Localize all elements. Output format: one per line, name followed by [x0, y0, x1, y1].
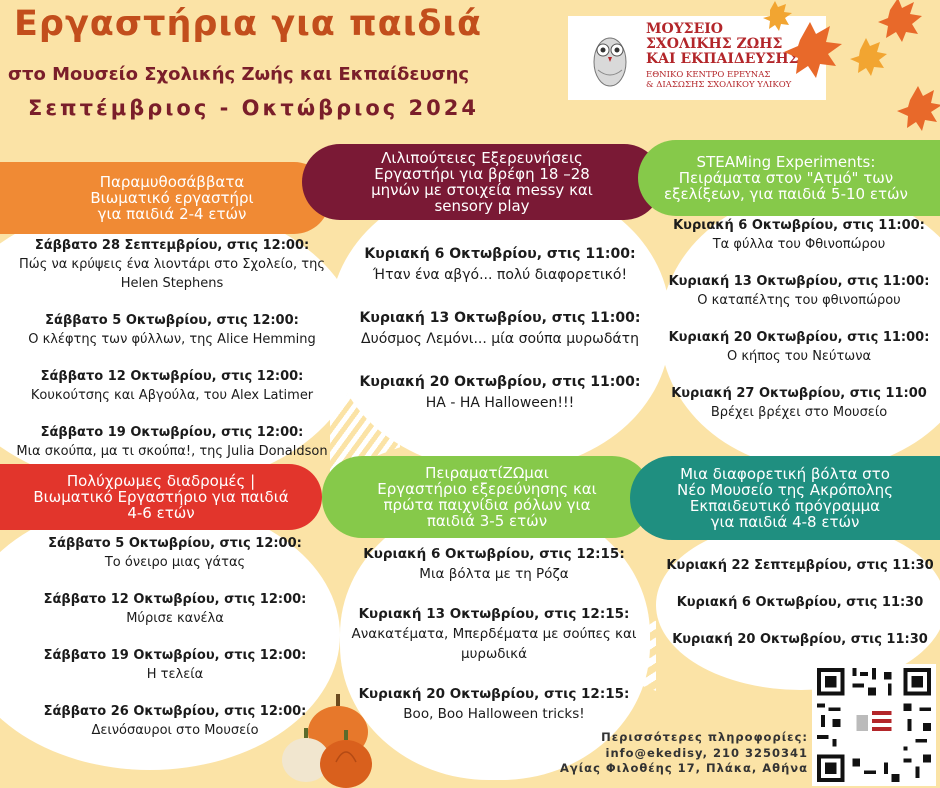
event-item: Κυριακή 13 Οκτωβρίου, στις 12:15: Ανακατέματα, Μπερδέματα με σούπες και μυρωδικά [351, 606, 637, 662]
events-list-s1 [12, 236, 332, 479]
banner-steaming-experiments: STEAMing Experiments: Πειράματα στον "Ατμό" των εξελίξεων, για παιδιά 5-10 ετών [638, 140, 940, 216]
event-item: Κυριακή 20 Οκτωβρίου, στις 11:30 [672, 632, 928, 647]
event-item: Σάββατο 12 Οκτωβρίου, στις 12:00: Κουκούτσης και Αβγούλα, του Alex Latimer [30, 369, 314, 403]
pumpkins-icon [278, 672, 382, 788]
events-list-s2 [340, 244, 660, 432]
event-item: Κυριακή 6 Οκτωβρίου, στις 11:00: Τα φύλλα του Φθινοπώρου [673, 218, 925, 252]
event-item: Κυριακή 27 Οκτωβρίου, στις 11:00 Βρέχει βρέχει στο Μουσείο [671, 386, 927, 420]
owl-icon [588, 26, 632, 90]
event-item: Κυριακή 22 Σεπτεμβρίου, στις 11:30 [666, 558, 934, 573]
events-list-s6 [666, 556, 934, 667]
banner-acropolis-museum-walk: Μια διαφορετική βόλτα στο Νέο Μουσείο της Ακρόπολης Εκπαιδευτικό πρόγραμμα για παιδιά 4-8 ετών [630, 456, 940, 540]
page-dates: Σεπτέμβριος - Οκτώβριος 2024 [28, 96, 479, 120]
event-item: Κυριακή 6 Οκτωβρίου, στις 11:30 [676, 595, 924, 610]
event-item: Κυριακή 6 Οκτωβρίου, στις 12:15: Μια βόλτα με τη Ρόζα [363, 546, 625, 582]
page-title: Εργαστήρια για παιδιά [14, 4, 483, 44]
event-item: Σάββατο 5 Οκτωβρίου, στις 12:00: Ο κλέφτης των φύλλων, της Alice Hemming [28, 313, 316, 347]
banner-lilliputian-explorations: Λιλιπούτειες Εξερευνήσεις Εργαστήρι για βρέφη 18 –28 μηνών με στοιχεία messy και sensory play [302, 144, 662, 220]
qr-code[interactable] [812, 664, 936, 786]
event-item: Σάββατο 26 Οκτωβρίου, στις 12:00: Δεινόσαυροι στο Μουσείο [43, 704, 307, 738]
event-item: Κυριακή 20 Οκτωβρίου, στις 11:00: HA - HA Halloween!!! [359, 374, 641, 411]
event-item: Κυριακή 20 Οκτωβρίου, στις 12:15: Boo, Boo Halloween tricks! [358, 686, 630, 722]
banner-storytelling-saturdays: Παραμυθοσάββατα Βιωματικό εργαστήρι για παιδιά 2-4 ετών [0, 162, 330, 234]
event-item: Κυριακή 13 Οκτωβρίου, στις 11:00: Ο καταπέλτης του φθινοπώρου [668, 274, 930, 308]
logo-subtitle: ΕΘΝΙΚΟ ΚΕΝΤΡΟ ΕΡΕΥΝΑΣ & ΔΙΑΣΩΣΗΣ ΣΧΟΛΙΚΟΥ ΥΛΙΚΟΥ [646, 70, 792, 90]
page-subtitle: στο Μουσείο Σχολικής Ζωής και Εκπαίδευσης [8, 64, 470, 85]
autumn-leaves-icon [760, 0, 940, 150]
event-item: Κυριακή 13 Οκτωβρίου, στις 11:00: Δυόσμος Λεμόνι... μία σούπα μυρωδάτη [359, 310, 641, 347]
event-item: Σάββατο 28 Σεπτεμβρίου, στις 12:00: Πώς να κρύψεις ένα λιοντάρι στο Σχολείο, της Helen Stephens [19, 238, 325, 291]
event-item: Σάββατο 12 Οκτωβρίου, στις 12:00: Μύρισε κανέλα [43, 592, 307, 626]
banner-colorful-routes: Πολύχρωμες διαδρομές | Βιωματικό Εργαστήριο για παιδιά 4-6 ετών [0, 464, 322, 530]
contact-info: Περισσότερες πληροφορίες: info@ekedisy, 210 3250341 Αγίας Φιλοθέης 17, Πλάκα, Αθήνα [559, 730, 808, 775]
event-item: Σάββατο 19 Οκτωβρίου, στις 12:00: Η τελεία [43, 648, 307, 682]
event-item: Κυριακή 20 Οκτωβρίου, στις 11:00: Ο κήπος του Νεύτωνα [668, 330, 930, 364]
events-list-s5 [344, 544, 644, 742]
events-list-s3 [664, 216, 934, 440]
event-item: Σάββατο 5 Οκτωβρίου, στις 12:00: Το όνειρο μιας γάτας [48, 536, 302, 570]
banner-peiramatizomai: ΠειραματίΖΩμαι Εργαστήριο εξερεύνησης και πρώτα παιχνίδια ρόλων για παιδιά 3-5 ετών [322, 456, 652, 538]
event-item: Σάββατο 19 Οκτωβρίου, στις 12:00: Μια σκούπα, μα τι σκούπα!, της Julia Donaldson [16, 425, 328, 459]
logo-title: ΜΟΥΣΕΙΟ ΣΧΟΛΙΚΗΣ ΖΩΗΣ ΚΑΙ ΕΚΠΑΙΔΕΥΣΗΣ [646, 21, 799, 67]
event-item: Κυριακή 6 Οκτωβρίου, στις 11:00: Ήταν ένα αβγό... πολύ διαφορετικό! [364, 246, 636, 283]
